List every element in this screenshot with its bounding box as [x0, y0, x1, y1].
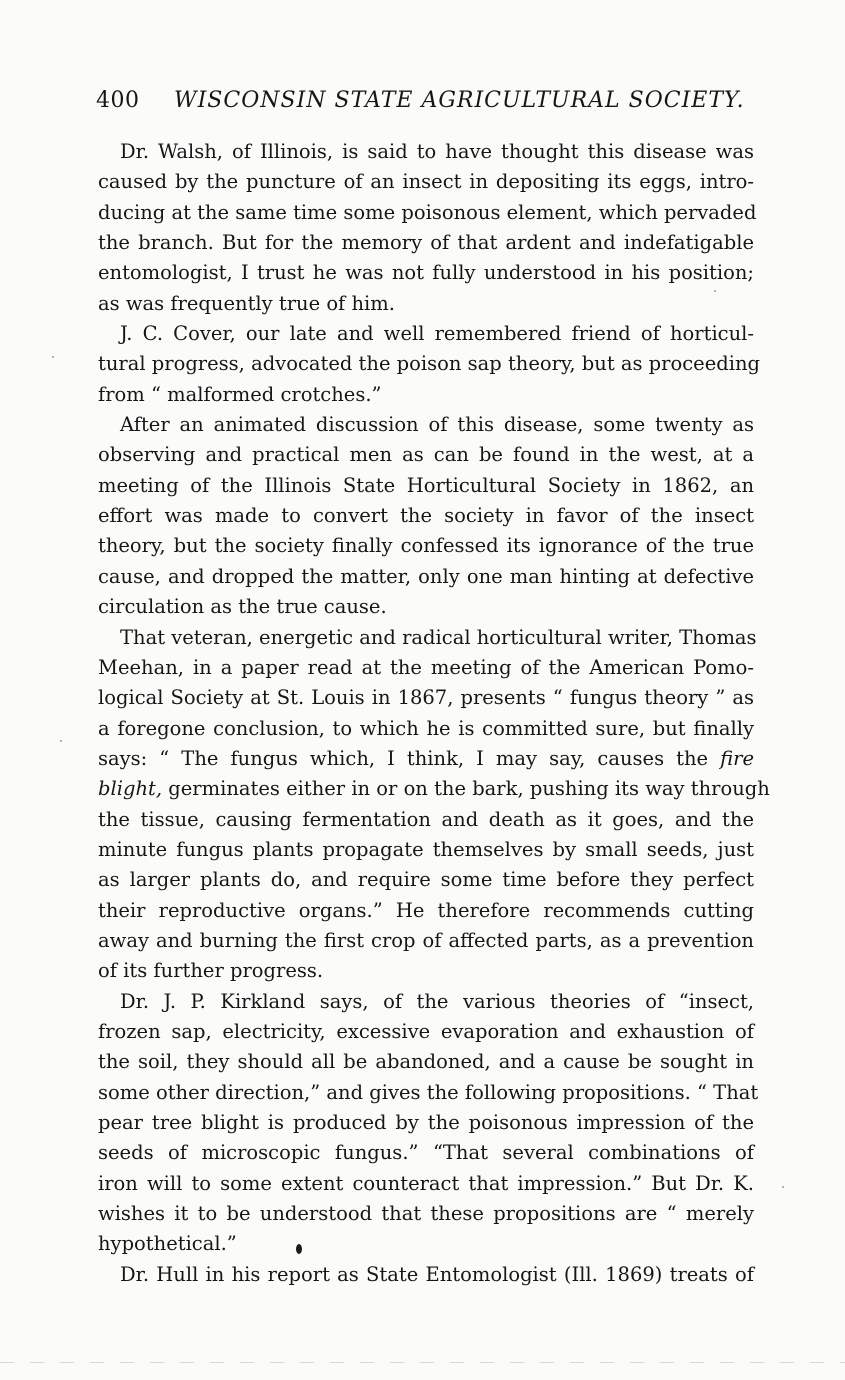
text-line: After an animated discussion of this disease, some twenty as: [120, 413, 754, 437]
text-line: blight, germinates either in or on the bark, pushing its way through: [98, 777, 770, 801]
text-line: says: “ The fungus which, I think, I may say, causes the fire: [98, 746, 754, 770]
text-line: iron will to some extent counteract that impression.” But Dr. K.: [98, 1171, 754, 1195]
text-line: the soil, they should all be abandoned, and a cause be sought in: [98, 1050, 754, 1074]
paper-speck: [60, 740, 62, 742]
text-line: entomologist, I trust he was not fully understood in his position;: [98, 261, 754, 285]
ink-blot: [296, 1244, 302, 1254]
paragraph: [98, 1260, 754, 1290]
text-line: of its further progress.: [98, 959, 324, 983]
text-line: some other direction,” and gives the following propositions. “ That: [98, 1080, 759, 1104]
text-line: caused by the puncture of an insect in depositing its eggs, intro-: [98, 170, 754, 194]
text-line: effort was made to convert the society in favor of the insect: [98, 504, 754, 528]
text-line: frozen sap, electricity, excessive evaporation and exhaustion of: [98, 1019, 754, 1043]
text-line: That veteran, energetic and radical horticultural writer, Thomas: [120, 625, 757, 649]
paper-speck: [52, 356, 54, 358]
paper-speck: [714, 290, 716, 292]
text-line: pear tree blight is produced by the poisonous impression of the: [98, 1111, 754, 1134]
text-line: the tissue, causing fermentation and death as it goes, and the: [98, 807, 754, 831]
paragraph: [98, 319, 760, 410]
text-line: Dr. Walsh, of Illinois, is said to have thought this disease was: [120, 140, 754, 163]
paragraph: [98, 137, 757, 319]
text-line: from “ malformed crotches.”: [98, 382, 382, 406]
text-line: the branch. But for the memory of that ardent and indefatigable: [98, 231, 754, 255]
running-head: [96, 84, 786, 118]
text-line: tural progress, advocated the poison sap theory, but as proceeding: [98, 352, 760, 376]
paragraph: [98, 987, 759, 1260]
text-line: observing and practical men as can be found in the west, at a: [98, 443, 754, 467]
text-line: J. C. Cover, our late and well remembered friend of horticul-: [120, 322, 754, 346]
text-line: a foregone conclusion, to which he is committed sure, but finally: [98, 716, 754, 740]
text-line: away and burning the first crop of affected parts, as a prevention: [98, 928, 754, 952]
text-line: as larger plants do, and require some time before they perfect: [98, 868, 754, 892]
text-line: their reproductive organs.” He therefore recommends cutting: [98, 898, 754, 922]
paragraph: [98, 623, 770, 987]
paper-speck: [782, 1186, 784, 1188]
page-number: 400: [96, 88, 140, 113]
text-line: Meehan, in a paper read at the meeting of the American Pomo-: [98, 655, 754, 679]
text-line: wishes it to be understood that these propositions are “ merely: [98, 1202, 754, 1226]
text-line: minute fungus plants propagate themselves by small seeds, just: [98, 837, 754, 861]
text-line: cause, and dropped the matter, only one man hinting at defective: [98, 564, 754, 588]
text-line: theory, but the society finally confessed its ignorance of the true: [98, 534, 754, 558]
text-line: Dr. J. P. Kirkland says, of the various theories of “insect,: [120, 989, 754, 1013]
paragraph: [98, 410, 754, 622]
text-line: seeds of microscopic fungus.” “That several combinations of: [98, 1141, 754, 1165]
text-line: as was frequently true of him.: [98, 291, 395, 315]
scan-edge: [0, 1362, 845, 1363]
body-text: [98, 137, 770, 1290]
running-title: WISCONSIN STATE AGRICULTURAL SOCIETY.: [174, 88, 745, 113]
text-line: logical Society at St. Louis in 1867, presents “ fungus theory ” as: [98, 686, 754, 710]
text-line: ducing at the same time some poisonous element, which pervaded: [98, 200, 757, 224]
text-line: circulation as the true cause.: [98, 595, 387, 619]
text-line: Dr. Hull in his report as State Entomologist (Ill. 1869) treats of: [120, 1262, 754, 1286]
text-line: hypothetical.”: [98, 1232, 237, 1256]
text-line: meeting of the Illinois State Horticultural Society in 1862, an: [98, 473, 754, 497]
